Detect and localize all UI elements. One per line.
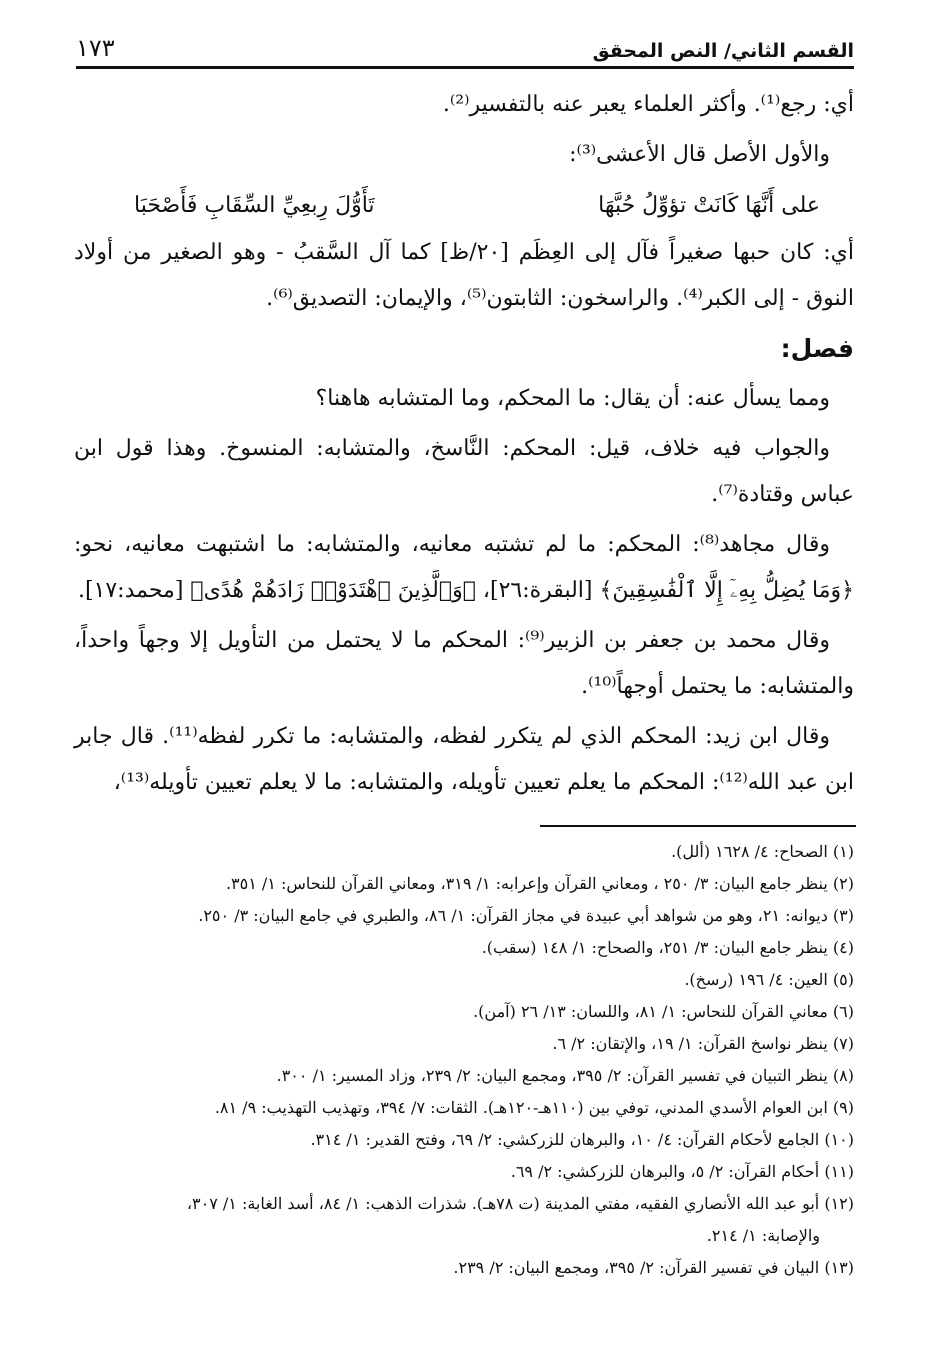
footnote: (٥) العين: ٤/ ١٩٦ (رسخ). — [684, 970, 854, 989]
paragraph: وقال محمد بن جعفر بن الزبير⁽⁹⁾: المحكم ما لا يحتمل من التأويل إلا وجهاً واحداً، والمتشابه: ما يحتمل أوجهاً⁽¹⁰⁾. — [74, 628, 854, 699]
footnote: (٣) ديوانه: ٢١، وهو من شواهد أبي عبيدة في مجاز القرآن: ١/ ٨٦، والطبري في جامع البيان: ٣/ ٢٥٠. — [198, 906, 854, 925]
footnote: (٩) ابن العوام الأسدي المدني، توفي بين (١١٠هـ-١٢٠هـ). الثقات: ٧/ ٣٩٤، وتهذيب التهذيب: ٩/ ٨١. — [214, 1098, 854, 1117]
section-heading: فصل: — [780, 334, 854, 363]
paragraph: أي: كان حبها صغيراً فآل إلى العِظَم [٢٠/ظ] كما آل السَّقبُ - وهو الصغير من أولاد النوق - إلى الكبر⁽⁴⁾. والراسخون: الثابتون⁽⁵⁾، والإيمان: التصديق⁽⁶⁾. — [74, 240, 854, 311]
footnote: (١) الصحاح: ٤/ ١٦٢٨ (ألل). — [671, 842, 854, 861]
paragraph: أي: رجع⁽¹⁾. وأكثر العلماء يعبر عنه بالتفسير⁽²⁾. — [442, 92, 854, 117]
running-header — [76, 28, 854, 62]
main-text — [74, 82, 854, 810]
header-rule — [76, 66, 854, 69]
paragraph: وقال مجاهد⁽⁸⁾: المحكم: ما لم تشتبه معانيه، والمتشابه: ما اشتبهت معانيه، نحو: ﴿وَمَا يُضِلُّ بِهِۦٓ إِلَّا ٱلْفَٰسِقِينَ﴾ [البقرة:٢٦]، ﴿وَٱلَّذِينَ ٱهْتَدَوْا۟ زَادَهُمْ هُدًى﴾ [محمد:١٧]. — [74, 532, 854, 603]
footnote: (٢) ينظر جامع البيان: ٣/ ٢٥٠ ، ومعاني القرآن وإعرابه: ١/ ٣١٩، ومعاني القرآن للنحاس: ١/ ٣٥١. — [225, 874, 854, 893]
paragraph: وقال ابن زيد: المحكم الذي لم يتكرر لفظه، والمتشابه: ما تكرر لفظه⁽¹¹⁾. قال جابر ابن عبد الله⁽¹²⁾: المحكم ما يعلم تعيين تأويله، والمتشابه: ما لا يعلم تعيين تأويله⁽¹³⁾، — [74, 724, 854, 795]
footnote: (١٢) أبو عبد الله الأنصاري الفقيه، مفتي المدينة (ت ٧٨هـ). شذرات الذهب: ١/ ٨٤، أسد الغابة: ١/ ٣٠٧، — [186, 1194, 854, 1213]
footnotes — [80, 836, 854, 1284]
footnote: (١٠) الجامع لأحكام القرآن: ٤/ ١٠، والبرهان للزركشي: ٢/ ٦٩، وفتح القدير: ١/ ٣١٤. — [310, 1130, 854, 1149]
verse-hemistich-first: على أَنَّهَا كَانَتْ تؤوِّلُ حُبَّهَا — [598, 193, 820, 218]
footnote: (١٣) البيان في تفسير القرآن: ٢/ ٣٩٥، ومجمع البيان: ٢/ ٢٣٩. — [453, 1258, 854, 1277]
footnote-separator — [540, 825, 856, 827]
paragraph: ومما يسأل عنه: أن يقال: ما المحكم، وما المتشابه هاهنا؟ — [315, 386, 830, 411]
page-number: ١٧٣ — [76, 34, 115, 62]
paragraph: والجواب فيه خلاف، قيل: المحكم: النَّاسخ، والمتشابه: المنسوخ. وهذا قول ابن عباس وقتادة⁽⁷⁾. — [74, 436, 854, 507]
footnote: (٤) ينظر جامع البيان: ٣/ ٢٥١، والصحاح: ١/ ١٤٨ (سقب). — [481, 938, 854, 957]
footnote-continuation: والإصابة: ١/ ٢١٤. — [706, 1226, 820, 1245]
poetry-verse — [74, 182, 854, 230]
footnote: (٨) ينظر التبيان في تفسير القرآن: ٢/ ٣٩٥، ومجمع البيان: ٢/ ٢٣٩، وزاد المسير: ١/ ٣٠٠. — [276, 1066, 854, 1085]
footnote: (١١) أحكام القرآن: ٢/ ٥، والبرهان للزركشي: ٢/ ٦٩. — [510, 1162, 854, 1181]
verse-hemistich-second: تَأَوُّلَ رِبعِيِّ السِّقَابِ فَأَصْحَبَا — [134, 193, 375, 218]
paragraph: والأول الأصل قال الأعشى⁽³⁾: — [569, 142, 830, 167]
footnote: (٦) معاني القرآن للنحاس: ١/ ٨١، واللسان: ١٣/ ٢٦ (آمن). — [473, 1002, 854, 1021]
section-title: القسم الثاني/ النص المحقق — [592, 40, 854, 62]
footnote: (٧) ينظر نواسخ القرآن: ١/ ١٩، والإتقان: ٢/ ٦. — [552, 1034, 854, 1053]
